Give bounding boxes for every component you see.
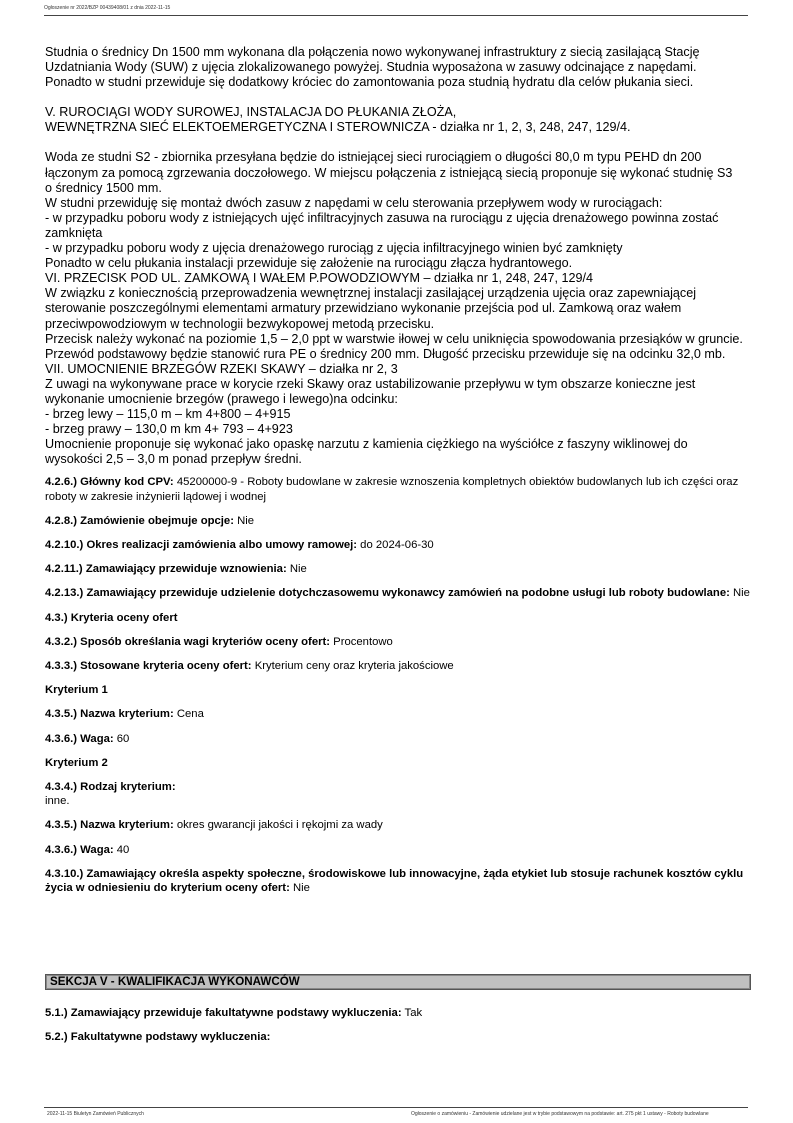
- footer-divider: [44, 1107, 748, 1108]
- field-value: Tak: [401, 1007, 423, 1019]
- section-header: SEKCJA V - KWALIFIKACJA WYKONAWCÓW: [45, 974, 751, 990]
- field-value: Nie: [286, 563, 307, 576]
- paragraph-line: Przecisk należy wykonać na poziomie 1,5 – 2,0 ppt w warstwie iłowej w celu uniknięcia spowodowania przesiąków w gruncie.: [45, 331, 743, 346]
- document-body: [45, 45, 757, 905]
- field-value: okres gwarancji jakości i rękojmi za wady: [173, 819, 383, 832]
- field-row: [45, 514, 757, 528]
- field-value: Nie: [289, 882, 310, 895]
- paragraph-gap: [45, 135, 757, 150]
- field-label: 4.3.3.) Stosowane kryteria oceny ofert:: [45, 660, 252, 673]
- field-row: [45, 818, 757, 832]
- paragraph-line: - w przypadku poboru wody z istniejących ujęć infiltracyjnych zasuwa na rurociągu z ujęcia drenażowego powinna zostać: [45, 210, 719, 225]
- field-row: [45, 1006, 757, 1020]
- field-value: 45200000-9 - Roboty budowlane w zakresie wznoszenia kompletnych obiektów budowlanych lub ich części oraz roboty w zakresie inżynierii lądowej i wodnej: [45, 476, 739, 503]
- field-row: [45, 707, 757, 721]
- field-value: Cena: [173, 708, 204, 721]
- section-v-fields: [45, 1006, 757, 1054]
- field-value: Nie: [233, 514, 255, 527]
- paragraph-line: przeciwpowodziowym w technologii bezwykopowej metodą przecisku.: [45, 316, 435, 331]
- paragraph-line: - brzeg lewy – 115,0 m – km 4+800 – 4+915: [45, 407, 291, 422]
- field-row: [45, 586, 757, 600]
- field-label: 4.3.5.) Nazwa kryterium:: [45, 708, 174, 721]
- paragraph-line: Umocnienie proponuje się wykonać jako opaskę narzutu z kamienia ciężkiego na wyściółce z faszyny wiklinowej do: [45, 437, 688, 452]
- paragraph-line: wysokości 2,5 – 3,0 m ponad przepływ średni.: [45, 452, 302, 467]
- header-divider: [44, 15, 748, 16]
- description-paragraphs: [45, 45, 757, 467]
- body-paragraph: [45, 105, 757, 135]
- field-label: Kryterium 1: [45, 684, 108, 697]
- paragraph-line: Studnia o średnicy Dn 1500 mm wykonana dla połączenia nowo wykonywanej infrastruktury z siecią zasilającą Stację: [45, 45, 700, 59]
- field-label: 4.3.2.) Sposób określania wagi kryteriów oceny ofert:: [45, 635, 331, 648]
- paragraph-line: wykonanie umocnienie brzegów (prawego i lewego)na odcinku:: [45, 391, 398, 406]
- body-paragraph: [45, 150, 757, 271]
- paragraph-line: Przewód podstawowy będzie stanowić rura PE o średnicy 200 mm. Długość przecisku przewiduje się na odcinku 32,0 mb.: [45, 346, 726, 361]
- field-row: [45, 732, 757, 746]
- field-label: 4.3.4.) Rodzaj kryterium:: [45, 781, 176, 794]
- field-value: 40: [113, 843, 130, 856]
- field-value: Kryterium ceny oraz kryteria jakościowe: [251, 660, 454, 673]
- paragraph-line: łączonym za pomocą zgrzewania doczołowego. W miejscu połączenia z istniejącą siecią proponuje się wykonać studnię S3: [45, 165, 733, 180]
- field-row: [45, 843, 757, 857]
- field-label: 5.1.) Zamawiający przewiduje fakultatywne podstawy wykluczenia:: [45, 1007, 402, 1019]
- paragraph-gap: [45, 90, 757, 105]
- field-label: 4.2.13.) Zamawiający przewiduje udzielenie dotychczasowemu wykonawcy zamówień na podobne usługi lub roboty budowlane:: [45, 587, 730, 600]
- footer-notice-type: Ogłoszenie o zamówieniu - Zamówienie udzielane jest w trybie podstawowym na podstawie: art. 275 pkt 1 ustawy - Roboty budowlane: [411, 1111, 709, 1117]
- field-row: [45, 756, 757, 770]
- field-row: [45, 475, 757, 503]
- field-label: 4.3.10.) Zamawiający określa aspekty społeczne, środowiskowe lub innowacyjne, żąda etykiet lub stosuje rachunek kosztów cyklu życia w odniesieniu do kryterium oceny ofert:: [45, 867, 744, 895]
- field-row: [45, 867, 757, 895]
- paragraph-line: V. RUROCIĄGI WODY SUROWEJ, INSTALACJA DO PŁUKANIA ZŁOŻA,: [45, 105, 457, 120]
- field-value: Procentowo: [330, 635, 393, 648]
- paragraph-line: Z uwagi na wykonywane prace w korycie rzeki Skawy oraz ustabilizowanie przepływu w tym obszarze konieczne jest: [45, 376, 696, 391]
- field-row: [45, 1030, 757, 1044]
- form-fields: [45, 475, 757, 895]
- field-row: [45, 562, 757, 576]
- body-paragraph: [45, 271, 757, 467]
- paragraph-line: Ponadto w celu płukania instalacji przewiduje się założenie na rurociągu złącza hydrantowego.: [45, 256, 573, 271]
- field-label: 4.2.11.) Zamawiający przewiduje wznowienia:: [45, 563, 287, 576]
- paragraph-line: Ponadto w studni przewiduje się dodatkowy króciec do zamontowania poza studnią hydratu dla celów płukania sieci.: [45, 75, 694, 90]
- field-value: do 2024-06-30: [357, 539, 434, 552]
- paragraph-line: WEWNĘTRZNA SIEĆ ELEKTOEMERGETYCZNA I STEROWNICZA - działka nr 1, 2, 3, 248, 247, 129/4.: [45, 120, 631, 135]
- paragraph-line: o średnicy 1500 mm.: [45, 180, 162, 195]
- paragraph-line: - w przypadku poboru wody z ujęcia drenażowego rurociąg z ujęcia infiltracyjnego winien być zamknięty: [45, 241, 623, 256]
- field-row: [45, 683, 757, 697]
- field-label: 4.2.6.) Główny kod CPV:: [45, 476, 174, 489]
- field-label: 4.2.8.) Zamówienie obejmuje opcje:: [45, 514, 234, 527]
- field-label: 4.3.6.) Waga:: [45, 843, 114, 856]
- paragraph-line: - brzeg prawy – 130,0 m km 4+ 793 – 4+923: [45, 422, 293, 437]
- paragraph-line: VI. PRZECISK POD UL. ZAMKOWĄ I WAŁEM P.POWODZIOWYM – działka nr 1, 248, 247, 129/4: [45, 271, 593, 286]
- page-header: Ogłoszenie nr 2022/BZP 00439408/01 z dnia 2022-11-15: [44, 5, 171, 11]
- field-row: [45, 659, 757, 673]
- field-row: [45, 635, 757, 649]
- paragraph-line: VII. UMOCNIENIE BRZEGÓW RZEKI SKAWY – działka nr 2, 3: [45, 361, 398, 376]
- field-value: inne.: [45, 795, 70, 808]
- paragraph-line: Woda ze studni S2 - zbiornika przesyłana będzie do istniejącej sieci rurociągiem o długości 80,0 m typu PEHD dn 200: [45, 150, 702, 165]
- paragraph-line: sterowanie poszczególnymi elementami armatury przewidziano wykonanie przejścia pod ul. Zamkową oraz wałem: [45, 301, 682, 316]
- paragraph-line: W związku z koniecznością przeprowadzenia wewnętrznej instalacji zasilającej urządzenia ujęcia oraz zapewniającej: [45, 286, 696, 301]
- field-value: Nie: [729, 587, 750, 600]
- field-label: 4.3.) Kryteria oceny ofert: [45, 611, 178, 624]
- paragraph-line: W studni przewiduję się montaż dwóch zasuw z napędami w celu sterowania przepływem wody w rurociągach:: [45, 195, 663, 210]
- field-row: [45, 611, 757, 625]
- field-label: Kryterium 2: [45, 756, 108, 769]
- field-label: 4.3.5.) Nazwa kryterium:: [45, 819, 174, 832]
- field-label: 5.2.) Fakultatywne podstawy wykluczenia:: [45, 1031, 271, 1044]
- field-value: 60: [113, 732, 130, 745]
- paragraph-line: Uzdatniania Wody (SUW) z ujęcia zlokalizowanego powyżej. Studnia wyposażona w zasuwy odcinające z napędami.: [45, 60, 697, 75]
- field-label: 4.3.6.) Waga:: [45, 732, 114, 745]
- footer-publisher: 2022-11-15 Biuletyn Zamówień Publicznych: [47, 1111, 144, 1117]
- paragraph-line: zamknięta: [45, 225, 103, 240]
- section-fields-list: [45, 1006, 757, 1044]
- body-paragraph: [45, 45, 757, 90]
- field-label: 4.2.10.) Okres realizacji zamówienia albo umowy ramowej:: [45, 539, 358, 552]
- field-row: [45, 780, 757, 808]
- field-row: [45, 538, 757, 552]
